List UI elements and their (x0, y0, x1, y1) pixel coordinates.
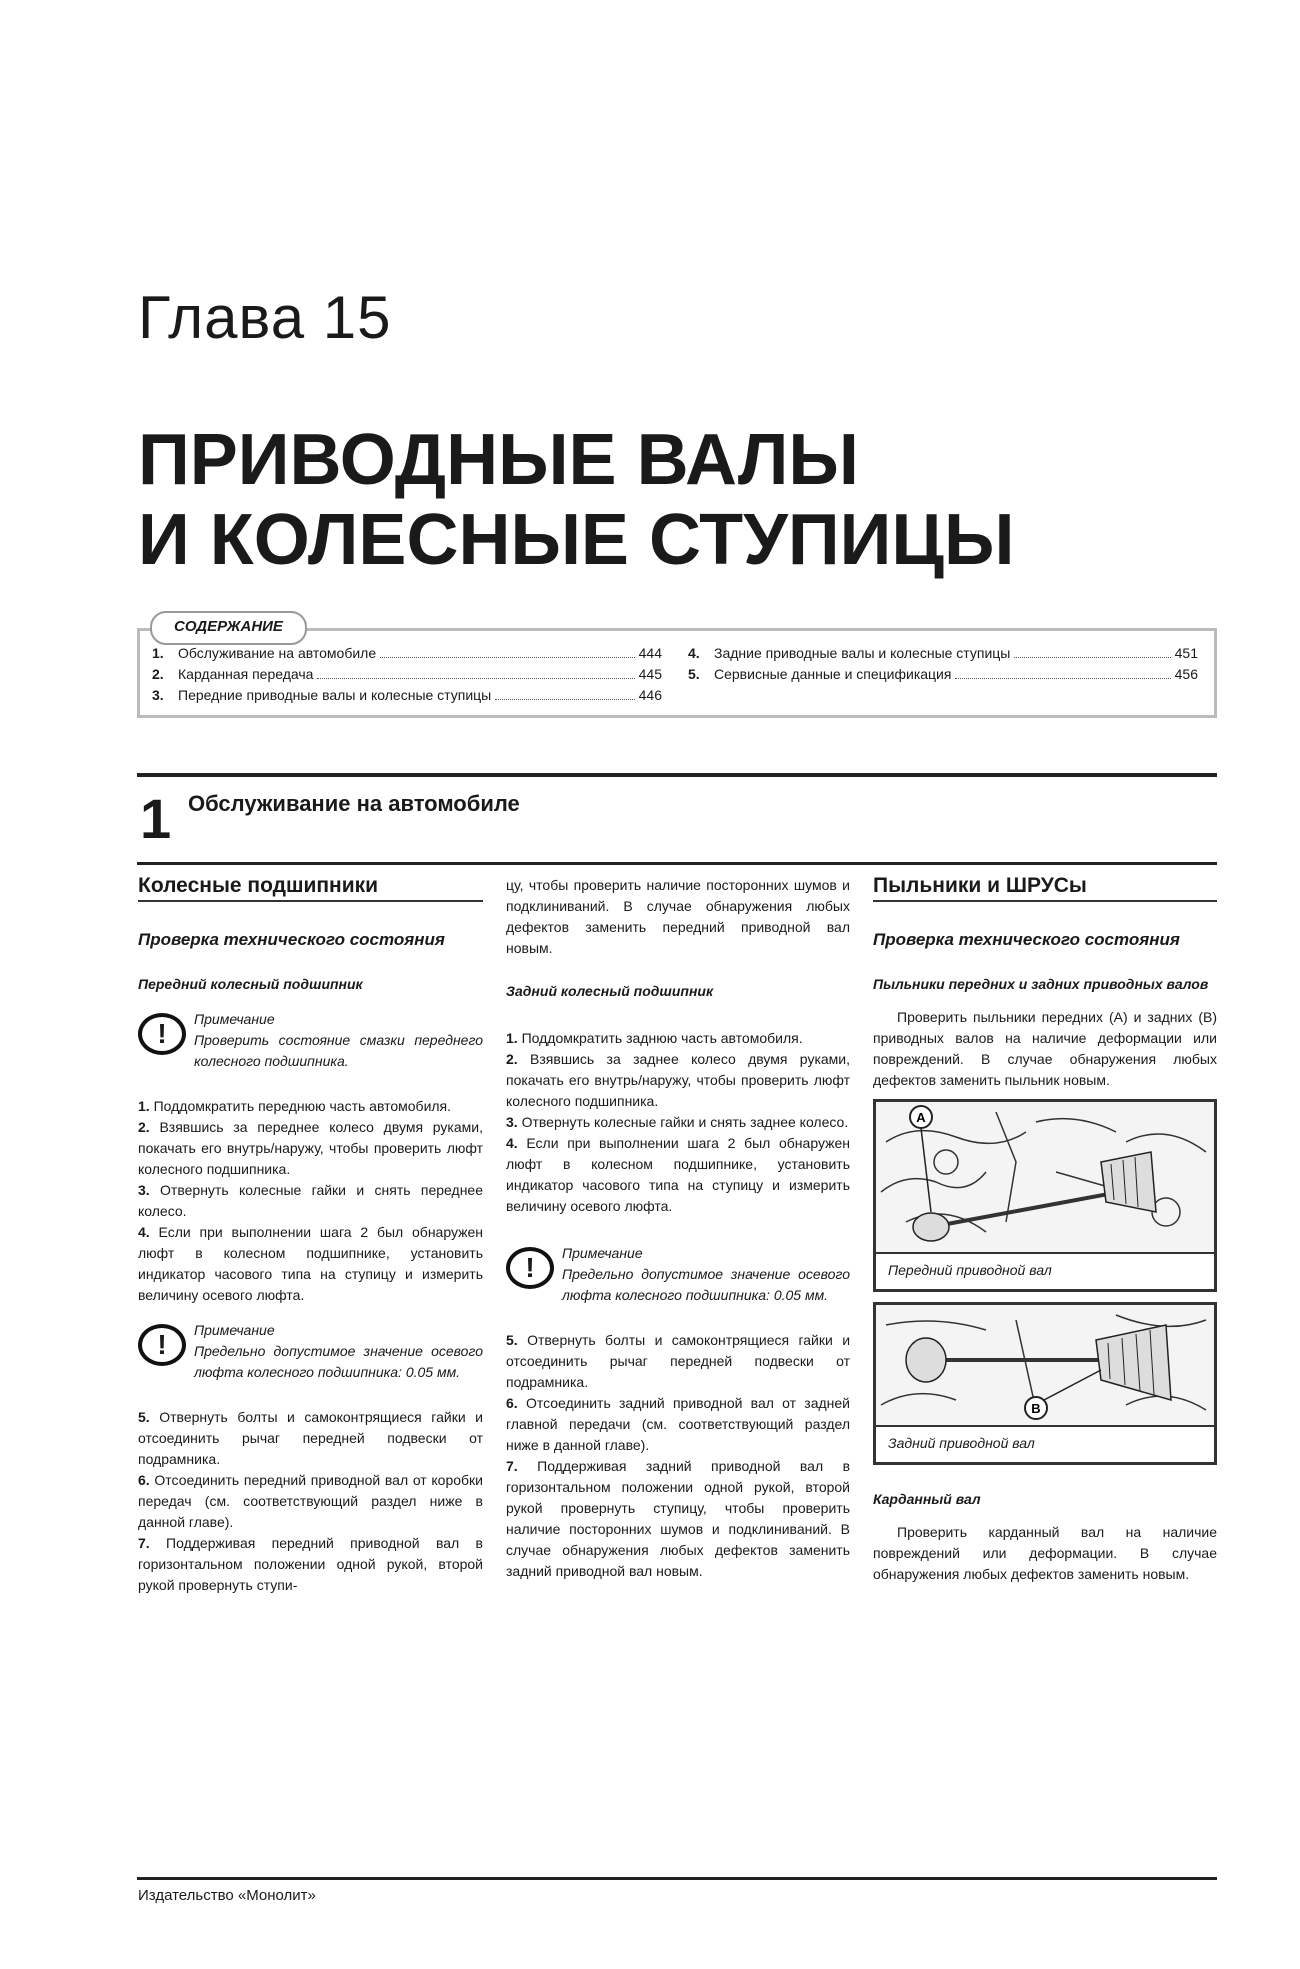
note-text: Предельно допустимое значение осевого люфта колесного подшипника: 0.05 мм. (194, 1343, 483, 1380)
minor-heading: Передний колесный подшипник (138, 976, 363, 992)
step-5: 5. Отвернуть болты и самоконтрящиеся гайки и отсоединить рычаг передней подвески от подрамника. (506, 1332, 851, 1390)
column-3 (873, 875, 1217, 1585)
chapter-title-line2: И КОЛЕСНЫЕ СТУПИЦЫ (138, 500, 1015, 580)
footer-publisher: Издательство «Монолит» (138, 1887, 316, 1904)
toc-item[interactable]: 2. Карданная передача 445 (152, 666, 662, 682)
continued-text: цу, чтобы проверить наличие посторонних шумов и подклиниваний. В случае обнаружения любых дефектов заменить передний приводной вал новым. (506, 877, 850, 956)
step-2: 2. Взявшись за переднее колесо двумя руками, покачать его внутрь/наружу, чтобы проверить люфт колесного подшипника. (138, 1119, 483, 1177)
subheading: Проверка технического состояния (873, 930, 1180, 949)
toc-item[interactable]: 3. Передние приводные валы и колесные ступицы 446 (152, 687, 662, 703)
note-block (138, 1320, 483, 1383)
figure-marker: B (1031, 1401, 1041, 1416)
exclamation-icon: ! (138, 1013, 186, 1055)
footer-rule (137, 1877, 1217, 1880)
note-text: Проверить состояние смазки переднего колесного подшипника. (194, 1032, 483, 1069)
figure-front-driveshaft (873, 1099, 1217, 1292)
minor-heading: Пыльники передних и задних приводных валов (873, 976, 1209, 992)
paragraph: Проверить карданный вал на наличие повреждений или деформации. В случае обнаружения любых дефектов заменить новым. (873, 1524, 1217, 1582)
figure-rear-driveshaft (873, 1302, 1217, 1465)
note-label: Примечание (194, 1011, 275, 1027)
subsection-heading: Колесные подшипники (138, 875, 483, 902)
note-block (506, 1243, 850, 1306)
figure-caption: Задний приводной вал (876, 1425, 1214, 1462)
figure-marker: A (916, 1110, 926, 1125)
figure-caption: Передний приводной вал (876, 1252, 1214, 1289)
toc-item[interactable]: 5. Сервисные данные и спецификация 456 (688, 666, 1198, 682)
subsection-heading: Пыльники и ШРУСы (873, 875, 1217, 902)
minor-heading: Задний колесный подшипник (506, 983, 714, 999)
rear-driveshaft-illustration (876, 1305, 1214, 1425)
chapter-title (138, 420, 1015, 580)
step-4: 4. Если при выполнении шага 2 был обнаружен люфт в колесном подшипнике, установить индикатор часового типа на ступицу и измерить величину осевого люфта. (138, 1224, 484, 1303)
minor-heading: Карданный вал (873, 1491, 981, 1507)
section-number: 1 (140, 787, 172, 850)
front-driveshaft-illustration (876, 1102, 1214, 1252)
step-3: 3. Отвернуть колесные гайки и снять заднее колесо. (506, 1114, 849, 1130)
section-rule-top (137, 773, 1217, 777)
step-5: 5. Отвернуть болты и самоконтрящиеся гайки и отсоединить рычаг передней подвески от подрамника. (138, 1409, 483, 1467)
step-6: 6. Отсоединить задний приводной вал от задней главной передачи (см. соответствующий раздел ниже в данной главе). (506, 1395, 850, 1453)
toc-item[interactable]: 4. Задние приводные валы и колесные ступицы 451 (688, 645, 1198, 661)
toc-column-right (688, 643, 1198, 685)
note-label: Примечание (194, 1322, 275, 1338)
note-label: Примечание (562, 1245, 643, 1261)
toc-column-left (152, 643, 662, 706)
chapter-label: Глава 15 (138, 284, 392, 351)
chapter-title-line1: ПРИВОДНЫЕ ВАЛЫ (138, 420, 859, 500)
step-3: 3. Отвернуть колесные гайки и снять переднее колесо. (138, 1182, 483, 1219)
toc-item[interactable]: 1. Обслуживание на автомобиле 444 (152, 645, 662, 661)
column-1 (138, 875, 483, 1596)
exclamation-icon: ! (506, 1247, 554, 1289)
exclamation-icon: ! (138, 1324, 186, 1366)
subheading: Проверка технического состояния (138, 930, 445, 949)
step-1: 1. Поддомкратить переднюю часть автомобиля. (138, 1098, 452, 1114)
step-4: 4. Если при выполнении шага 2 был обнаружен люфт в колесном подшипнике, установить индикатор часового типа на ступицу и измерить величину осевого люфта. (506, 1135, 850, 1214)
section-title: Обслуживание на автомобиле (188, 791, 520, 816)
section-rule-bottom (137, 862, 1217, 865)
step-7: 7. Поддерживая задний приводной вал в горизонтальном положении одной рукой, второй рукой провернуть ступицу, чтобы проверить наличие посторонних шумов и подклиниваний. В случае обнаружения любых дефектов заменить задний приводной вал новым. (506, 1458, 851, 1579)
note-block (138, 1009, 483, 1072)
column-2 (506, 875, 850, 1582)
step-6: 6. Отсоединить передний приводной вал от коробки передач (см. соответствующий раздел ниже в данной главе). (138, 1472, 484, 1530)
contents-heading: СОДЕРЖАНИЕ (150, 611, 307, 645)
step-1: 1. Поддомкратить заднюю часть автомобиля. (506, 1030, 803, 1046)
note-text: Предельно допустимое значение осевого люфта колесного подшипника: 0.05 мм. (562, 1266, 850, 1303)
step-2: 2. Взявшись за заднее колесо двумя руками, покачать его внутрь/наружу, чтобы проверить люфт колесного подшипника. (506, 1051, 850, 1109)
step-7: 7. Поддерживая передний приводной вал в горизонтальном положении одной рукой, второй рукой провернуть ступи- (138, 1535, 483, 1593)
paragraph: Проверить пыльники передних (A) и задних (B) приводных валов на наличие деформации или повреждений. В случае обнаружения любых дефектов заменить пыльник новым. (873, 1009, 1217, 1088)
